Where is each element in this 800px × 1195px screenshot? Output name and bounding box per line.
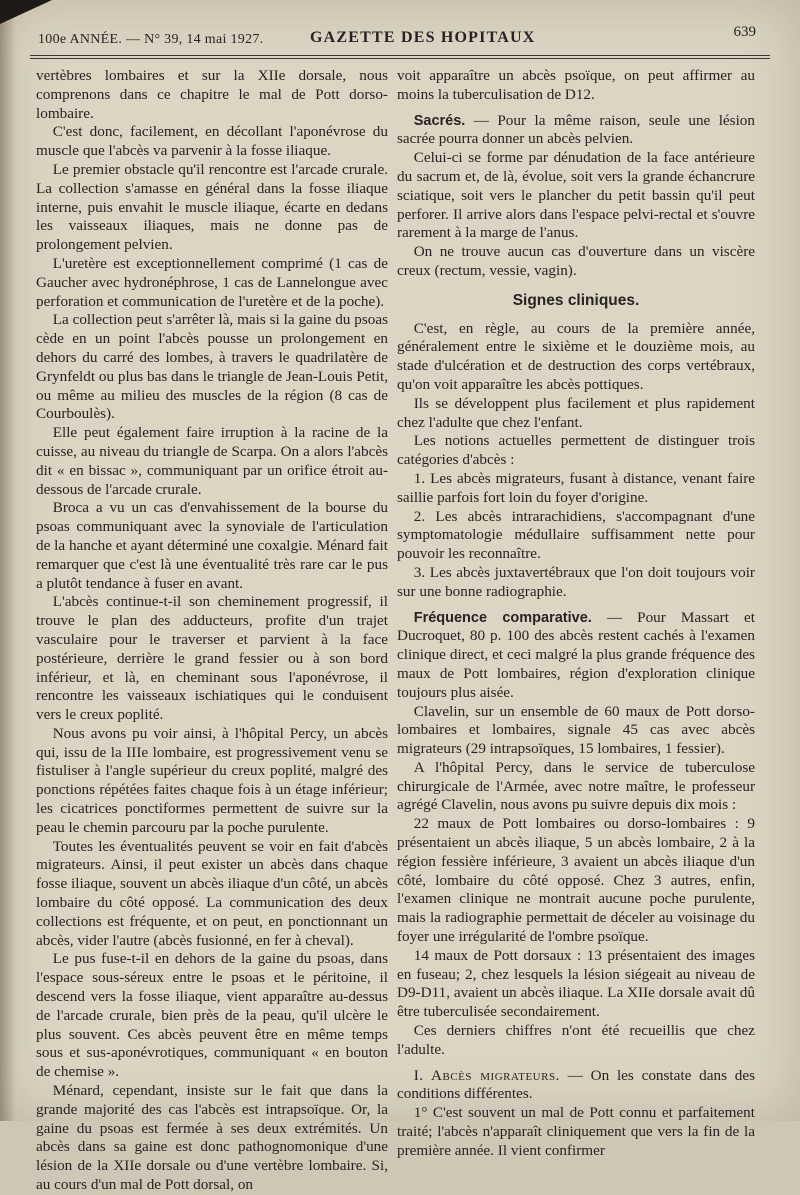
running-header (38, 24, 756, 54)
paragraph: C'est donc, facilement, en décollant l'aponévrose du muscle que l'abcès va parvenir à la fosse iliaque. (36, 123, 388, 160)
paragraph: Nous avons pu voir ainsi, à l'hôpital Percy, un abcès qui, issu de la IIIe lombaire, est progressivement venu se fistuliser à l'angle supérieur du creux poplité, malgré des ponctions répétées faites chaque fois à un étage inférieur; les cicatrices ponctiformes permettent de suivre sur la peau le chemin parcouru par la poche purulente. (36, 724, 388, 836)
paragraph-text: — Pour Massart et Ducroquet, 80 p. 100 des abcès restent cachés à l'examen clinique direct, et ceci malgré la plus grande fréquence des maux de Pott lombaires, région d'exploration clinique toujours plus aisée. (397, 608, 755, 701)
list-item: 1. Les abcès migrateurs, fusant à distance, venant faire saillie parfois fort loin du foyer d'origine. (397, 469, 755, 506)
paragraph: Ménard, cependant, insiste sur le fait que dans la grande majorité des cas l'abcès est intrapsoïque. Or, la gaine du psoas est fermée à ses deux extrémités. Un abcès dans sa gaine est donc pathognomonique d'une lésion de la XIIe dorsale ou d'une vertèbre lombaire. Si, au cours d'un mal de Pott dorsal, on (36, 1082, 388, 1194)
spacer (397, 602, 755, 609)
paragraph: 22 maux de Pott lombaires ou dorso-lombaires : 9 présentaient un abcès iliaque, 5 un abcès lombaire, 2 à la région fessière inférieure, 3 avaient un abcès iliaque d'un côté, lombaire du côté opposé. Chez 3 autres, enfin, l'examen clinique ne montrait aucune poche purulente, mais la radiographie permettait de déceler au voisinage du foyer une irrégularité de l'ombre psoïque. (397, 815, 755, 946)
paragraph: L'uretère est exceptionnellement comprimé (1 cas de Gaucher avec hydronéphrose, 1 cas de Lannelongue avec perforation et communication de l'uretère et de la poche). (36, 254, 388, 310)
paragraph: Toutes les éventualités peuvent se voir en fait d'abcès migrateurs. Ainsi, il peut exister un abcès dans chaque fosse iliaque, souvent un abcès iliaque d'un côté, un abcès lombaire du côté opposé. La communication des deux collections est fréquente, et on peut, en ponctionnant un abcès, vider l'autre (abcès fusionné, en fer à cheval). (36, 837, 388, 949)
section-title: Signes cliniques. (512, 291, 640, 309)
issue-line: 100e ANNÉE. — N° 39, 14 mai 1927. (38, 32, 264, 47)
paragraph: 1° C'est souvent un mal de Pott connu et parfaitement traité; l'abcès n'apparaît cliniquement que vers la fin de la première année. Il vient confirmer (397, 1104, 755, 1159)
subsection-lead: Sacrés. (413, 112, 466, 129)
paragraph: On ne trouve aucun cas d'ouverture dans un viscère creux (rectum, vessie, vagin). (397, 243, 755, 279)
paragraph: La collection peut s'arrêter là, mais si la gaine du psoas cède en un point l'abcès pousse un prolongement en dehors du carré des lombes, à travers le quadrilatère de Grynfeldt ou plus bas dans le triangle de Jean-Louis Petit, ou même au milieu des muscles de la région (8 cas de Courboulès). (36, 311, 388, 423)
paragraph: vertèbres lombaires et sur la XIIe dorsale, nous comprenons dans ce chapitre le mal de Pott dorso-lombaire. (36, 67, 388, 122)
paragraph-text: — On les constate dans des conditions différentes. (397, 1066, 755, 1103)
paragraph: Broca a vu un cas d'envahissement de la bourse du psoas communiquant avec la synoviale de l'articulation de la hanche et ayant déterminé une coxalgie. Ménard fait remarquer que c'est là une éventualité très rare car le pus a plutôt tendance à fuser en avant. (36, 499, 388, 592)
left-column (36, 67, 388, 1195)
journal-title: GAZETTE DES HOPITAUX (310, 29, 536, 46)
paragraph: Le premier obstacle qu'il rencontre est l'arcade crurale. La collection s'amasse en général dans la fosse iliaque interne, puis envahit le muscle iliaque, écarte en dedans les vaisseaux iliaques, mais ne donne pas de prolongement pelvien. (36, 160, 388, 254)
page-number: 639 (733, 24, 756, 40)
paragraph: Le pus fuse-t-il en dehors de la gaine du psoas, dans l'espace sous-séreux entre le psoas et le péritoine, il descend vers la fosse iliaque, vient apparaître au-dessus de l'arcade crurale, bien près de la peau, qu'il ulcère le plus souvent. Ces abcès peuvent être en même temps sous et sus-aponévrotiques, communiquant « en bouton de chemise ». (36, 950, 388, 1081)
right-column (397, 67, 755, 1161)
subsection-lead: Fréquence comparative. (413, 609, 592, 626)
paragraph: Elle peut également faire irruption à la racine de la cuisse, au niveau du triangle de Scarpa. On a alors l'abcès dit « en bissac », communiquant par un orifice étroit au-dessous de l'arcade crurale. (36, 424, 388, 498)
page-binding-shadow (0, 0, 16, 1121)
paragraph: voit apparaître un abcès psoïque, on peut affirmer au moins la tuberculisation de D12. (397, 67, 755, 103)
subsection-lead: I. Abcès migrateurs. (413, 1066, 560, 1084)
paragraph: Ces derniers chiffres n'ont été recueillis que chez l'adulte. (397, 1022, 755, 1058)
list-item: 2. Les abcès intrarachidiens, s'accompagnant d'une symptomatologie médullaire suffisamment nette pour pouvoir les reconnaître. (397, 507, 755, 563)
paragraph-abces (397, 1067, 755, 1105)
paragraph: Clavelin, sur un ensemble de 60 maux de Pott dorso-lombaires et lombaires, signale 45 cas avec abcès migrateurs (29 intrapsoïques, 15 lombaires, 1 fessier). (397, 702, 755, 758)
paragraph: A l'hôpital Percy, dans le service de tuberculose chirurgicale de l'Armée, avec notre maître, le professeur agrégé Clavelin, nous avons pu suivre depuis dix mois : (397, 758, 755, 814)
paragraph-sacres (397, 112, 755, 150)
header-rule-bottom (30, 58, 770, 59)
paragraph: 14 maux de Pott dorsaux : 13 présentaient des images en fuseau; 2, chez lesquels la lésion siégeait au niveau de D9-D11, avaient un abcès iliaque. La XIIe dorsale avait dû être tuberculisée secondairement. (397, 946, 755, 1021)
paragraph-text: — Pour la même raison, seule une lésion sacrée pourra donner un abcès pelvien. (397, 111, 755, 148)
paragraph: Ils se développent plus facilement et plus rapidement chez l'adulte que chez l'enfant. (397, 394, 755, 431)
paragraph: Les notions actuelles permettent de distinguer trois catégories d'abcès : (397, 432, 755, 469)
spacer (397, 105, 755, 112)
paragraph: Celui-ci se forme par dénudation de la face antérieure du sacrum et, de là, évolue, soit vers la grande échancrure sciatique, soit vers le plancher du petit bassin qu'il peut perforer. Il arrive alors dans l'espace pelvi-rectal et s'ouvre rarement à la marge de l'anus. (397, 149, 755, 242)
paragraph: C'est, en règle, au cours de la première année, généralement entre le sixième et le douzième mois, au stade d'ulcération et de destruction des corps vertébraux, qu'on voit apparaître les abcès pottiques. (397, 319, 755, 393)
paragraph: L'abcès continue-t-il son cheminement progressif, il trouve le plan des adducteurs, profite d'un trajet vasculaire pour le traverser et parvient à la face postérieure, derrière le grand fessier ou à son bord inférieur, et là, en cheminant sous l'aponévrose, il rencontre les vaisseaux ischiatiques qui le conduisent vers le creux poplité. (36, 593, 388, 724)
paragraph-frequence (397, 609, 755, 703)
list-item: 3. Les abcès juxtavertébraux que l'on doit toujours voir sur une bonne radiographie. (397, 563, 755, 600)
header-rule-top (30, 55, 770, 56)
spacer (397, 1060, 755, 1067)
page-corner-mark (0, 0, 52, 24)
